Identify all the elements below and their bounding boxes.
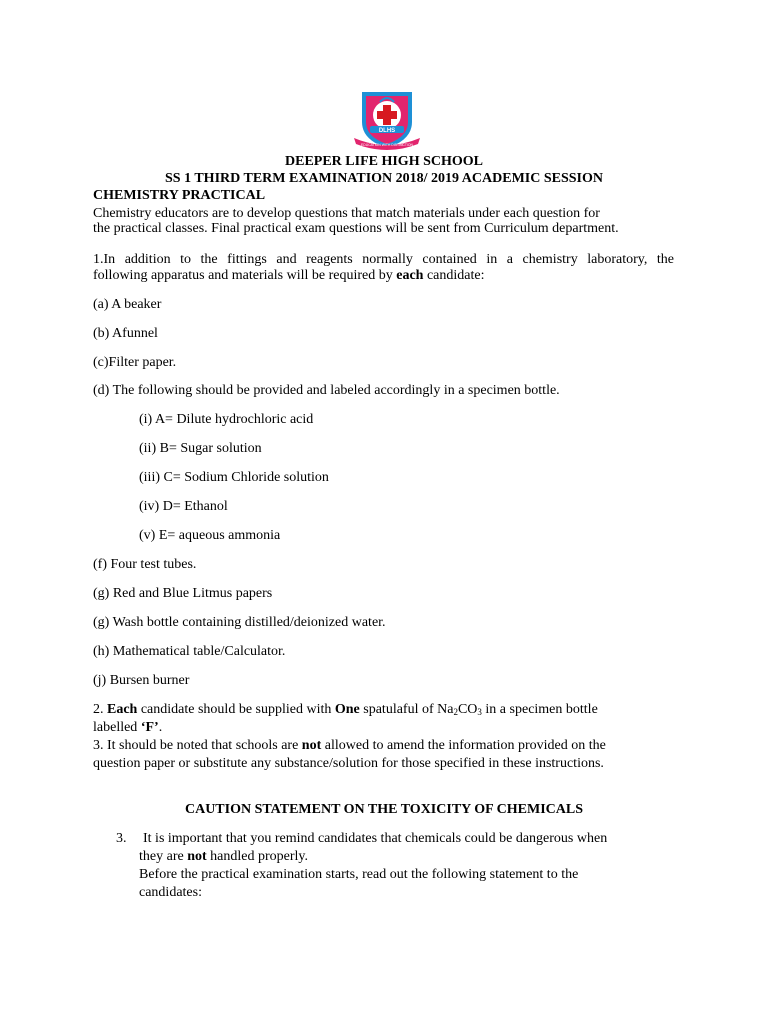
q2-line-1: 2. Each candidate should be supplied with One spatulaful of $Na_2CO_3$ in a specimen bottle	[93, 702, 598, 717]
item-d-sub-5: (v) E= aqueous ammonia	[139, 528, 281, 543]
intro-line-1: Chemistry educators are to develop questions that match materials under each question for	[93, 206, 600, 221]
item-a: (a) A beaker	[93, 297, 162, 312]
item-g-litmus: (g) Red and Blue Litmus papers	[93, 586, 273, 601]
item-b: (b) Afunnel	[93, 326, 158, 341]
item-d-sub-3: (iii) C= Sodium Chloride solution	[139, 470, 329, 485]
item-c: (c)Filter paper.	[93, 355, 177, 370]
school-name: DEEPER LIFE HIGH SCHOOL	[285, 154, 483, 169]
q3-line-2: question paper or substitute any substance/solution for those specified in these instructions.	[93, 756, 604, 771]
caution-line-2: they are not handled properly.	[139, 849, 308, 864]
intro-line-2: the practical classes. Final practical exam questions will be sent from Curriculum department.	[93, 221, 619, 236]
q2-line-2: labelled ‘F’.	[93, 720, 163, 735]
logo-motto: EDUCATION WITH DISTINCTION	[361, 143, 413, 147]
q1-line-1: 1.In addition to the fittings and reagents normally contained in a chemistry laboratory, the	[93, 252, 674, 267]
school-crest-logo	[352, 88, 422, 154]
item-d-sub-4: (iv) D= Ethanol	[139, 499, 228, 514]
subject-title: CHEMISTRY PRACTICAL	[93, 188, 266, 203]
item-g-wash-bottle: (g) Wash bottle containing distilled/deionized water.	[93, 615, 386, 630]
item-f: (f) Four test tubes.	[93, 557, 197, 572]
q3-line-1: 3. It should be noted that schools are not allowed to amend the information provided on the	[93, 738, 606, 753]
caution-line-4: candidates:	[139, 885, 202, 900]
q1-line-2: following apparatus and materials will be required by each candidate:	[93, 268, 485, 283]
item-d: (d) The following should be provided and labeled accordingly in a specimen bottle.	[93, 383, 560, 398]
item-d-sub-2: (ii) B= Sugar solution	[139, 441, 262, 456]
caution-line-3: Before the practical examination starts, read out the following statement to the	[139, 867, 579, 882]
exam-title: SS 1 THIRD TERM EXAMINATION 2018/ 2019 ACADEMIC SESSION	[165, 171, 603, 186]
logo-text: DLHS	[378, 128, 396, 134]
item-j: (j) Bursen burner	[93, 673, 190, 688]
caution-line-1: It is important that you remind candidates that chemicals could be dangerous when	[143, 831, 608, 846]
item-d-sub-1: (i) A= Dilute hydrochloric acid	[139, 412, 314, 427]
caution-heading: CAUTION STATEMENT ON THE TOXICITY OF CHEMICALS	[184, 802, 584, 817]
caution-number: 3.	[116, 831, 127, 846]
item-h: (h) Mathematical table/Calculator.	[93, 644, 286, 659]
